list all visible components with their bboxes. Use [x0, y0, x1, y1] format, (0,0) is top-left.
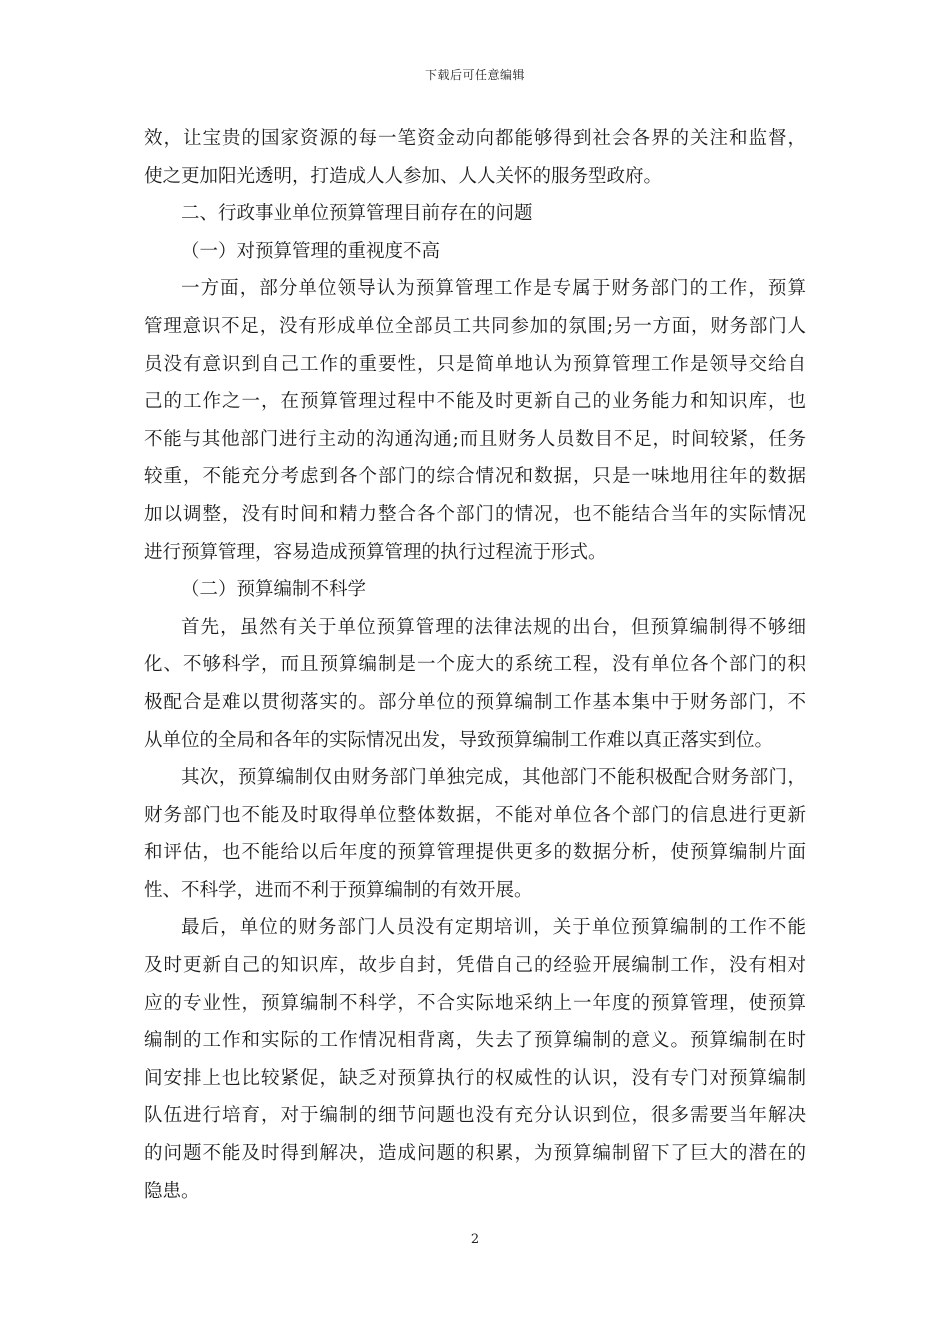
text-line: 及时更新自己的知识库，故步自封，凭借自己的经验开展编制工作，没有相对	[144, 955, 806, 977]
text-line: 加以调整，没有时间和精力整合各个部门的情况，也不能结合当年的实际情况	[144, 503, 806, 525]
text-line: 管理意识不足，没有形成单位全部员工共同参加的氛围;另一方面，财务部门人	[144, 315, 806, 337]
text-line: 一方面，部分单位领导认为预算管理工作是专属于财务部门的工作，预算	[181, 278, 806, 300]
text-line: 和评估，也不能给以后年度的预算管理提供更多的数据分析，使预算编制片面	[144, 842, 806, 864]
page-header: 下载后可任意编辑	[424, 68, 525, 82]
section-heading: 二、行政事业单位预算管理目前存在的问题	[181, 203, 533, 225]
text-line: 极配合是难以贯彻落实的。部分单位的预算编制工作基本集中于财务部门，不	[144, 691, 806, 713]
text-line: 最后，单位的财务部门人员没有定期培训，关于单位预算编制的工作不能	[181, 917, 806, 939]
text-line: 应的专业性，预算编制不科学，不合实际地采纳上一年度的预算管理，使预算	[144, 992, 806, 1014]
text-line: 效，让宝贵的国家资源的每一笔资金动向都能够得到社会各界的关注和监督，	[144, 128, 806, 149]
text-line: 进行预算管理，容易造成预算管理的执行过程流于形式。	[144, 541, 607, 563]
text-line: 性、不科学，进而不利于预算编制的有效开展。	[144, 879, 533, 901]
text-line: 队伍进行培育，对于编制的细节问题也没有充分认识到位，很多需要当年解决	[144, 1105, 806, 1127]
text-line: 从单位的全局和各年的实际情况出发，导致预算编制工作难以真正落实到位。	[144, 729, 774, 751]
subsection-heading: （一）对预算管理的重视度不高	[181, 240, 441, 262]
text-line: 己的工作之一，在预算管理过程中不能及时更新自己的业务能力和知识库，也	[144, 391, 806, 413]
text-line: 其次，预算编制仅由财务部门单独完成，其他部门不能积极配合财务部门，	[181, 767, 806, 789]
body-text	[144, 120, 806, 1210]
text-line: 化、不够科学，而且预算编制是一个庞大的系统工程，没有单位各个部门的积	[144, 654, 806, 676]
text-line: 的问题不能及时得到解决，造成问题的积累，为预算编制留下了巨大的潜在的	[144, 1143, 806, 1165]
text-line: 首先，虽然有关于单位预算管理的法律法规的出台，但预算编制得不够细	[181, 616, 806, 638]
text-line: 间安排上也比较紧促，缺乏对预算执行的权威性的认识，没有专门对预算编制	[144, 1067, 806, 1089]
text-line: 财务部门也不能及时取得单位整体数据，不能对单位各个部门的信息进行更新	[144, 804, 806, 826]
text-line: 不能与其他部门进行主动的沟通沟通;而且财务人员数目不足，时间较紧，任务	[144, 428, 806, 450]
page-number: 2	[470, 1232, 480, 1247]
text-line: 编制的工作和实际的工作情况相背离，失去了预算编制的意义。预算编制在时	[144, 1030, 806, 1052]
text-line: 使之更加阳光透明，打造成人人参加、人人关怀的服务型政府。	[144, 165, 663, 187]
text-line: 隐患。	[144, 1180, 200, 1202]
subsection-heading: （二）预算编制不科学	[181, 579, 367, 601]
text-line: 员没有意识到自己工作的重要性，只是简单地认为预算管理工作是领导交给自	[144, 353, 806, 375]
text-line: 较重，不能充分考虑到各个部门的综合情况和数据，只是一味地用往年的数据	[144, 466, 806, 488]
